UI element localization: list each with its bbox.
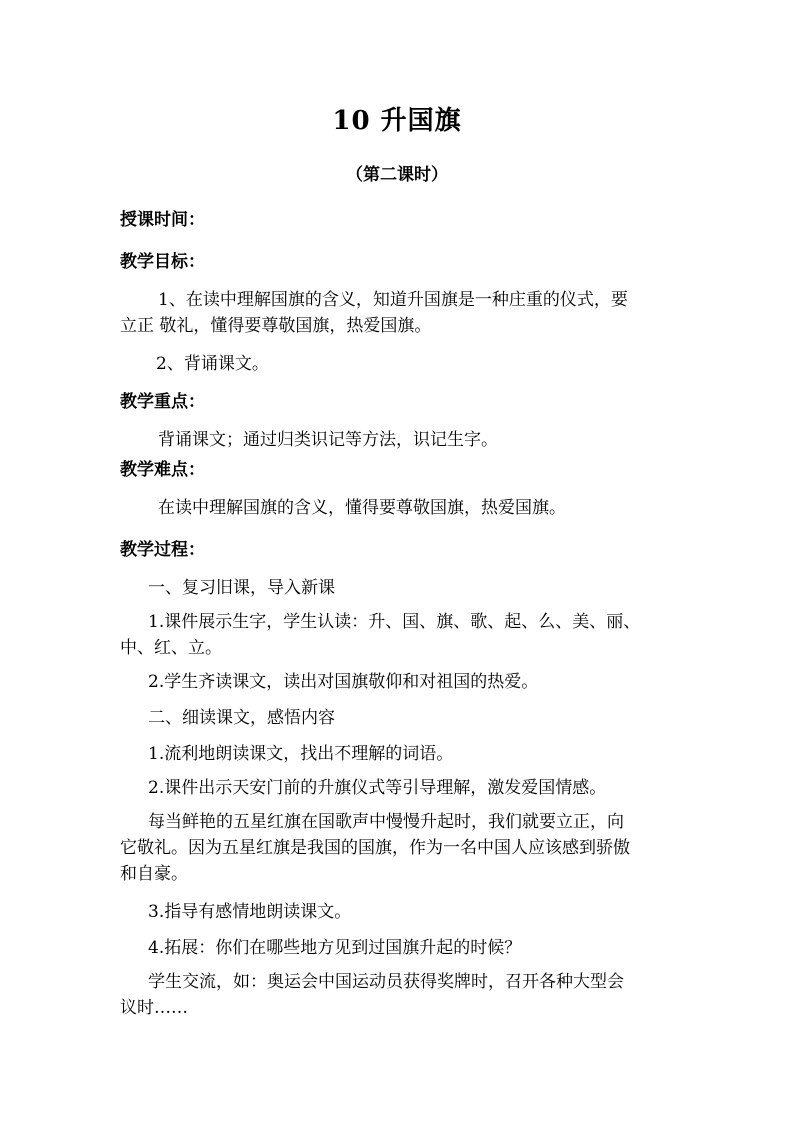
process-section-2: 二、细读课文，感悟内容 <box>148 708 335 728</box>
process-step-1-line-2: 中、红、立。 <box>120 638 222 658</box>
goal-1-line-2: 立正 敬礼，懂得要尊敬国旗，热爱国旗。 <box>120 316 432 336</box>
quote-line-1: 每当鲜艳的五星红旗在国歌声中慢慢升起时，我们就要立正，向 <box>148 812 624 832</box>
process-courseware: 2.课件出示天安门前的升旗仪式等引导理解，激发爱国情感。 <box>148 778 607 798</box>
process-read-aloud: 1.流利地朗读课文，找出不理解的词语。 <box>148 744 454 764</box>
document-title: 10 升国旗 <box>332 106 462 136</box>
goal-2: 2、背诵课文。 <box>156 354 269 374</box>
document-subtitle: （第二课时） <box>346 165 448 185</box>
process-step-2: 2.学生齐读课文，读出对国旗敬仰和对祖国的热爱。 <box>148 672 539 692</box>
exchange-line-2: 议时…… <box>120 998 188 1018</box>
process-section-1: 一、复习旧课，导入新课 <box>148 578 335 598</box>
heading-process: 教学过程： <box>120 540 205 560</box>
process-guided-reading: 3.指导有感情地朗读课文。 <box>148 902 352 922</box>
process-extension: 4.拓展：你们在哪些地方见到过国旗升起的时候？ <box>148 938 522 958</box>
heading-difficulties: 教学难点： <box>120 460 205 480</box>
quote-line-3: 和自豪。 <box>120 864 188 884</box>
key-points-text: 背诵课文；通过归类识记等方法，识记生字。 <box>158 430 498 450</box>
process-step-1-line-1: 1.课件展示生字，学生认读：升、国、旗、歌、起、么、美、丽、 <box>148 612 641 632</box>
heading-teaching-goals: 教学目标： <box>120 252 205 272</box>
heading-key-points: 教学重点： <box>120 392 205 412</box>
exchange-line-1: 学生交流，如：奥运会中国运动员获得奖牌时，召开各种大型会 <box>148 972 624 992</box>
difficulties-text: 在读中理解国旗的含义，懂得要尊敬国旗，热爱国旗。 <box>158 498 566 518</box>
goal-1-line-1: 1、在读中理解国旗的含义，知道升国旗是一种庄重的仪式，要 <box>158 290 628 310</box>
heading-teaching-time: 授课时间： <box>120 210 205 230</box>
quote-line-2: 它敬礼。因为五星红旗是我国的国旗，作为一名中国人应该感到骄傲 <box>120 838 630 858</box>
